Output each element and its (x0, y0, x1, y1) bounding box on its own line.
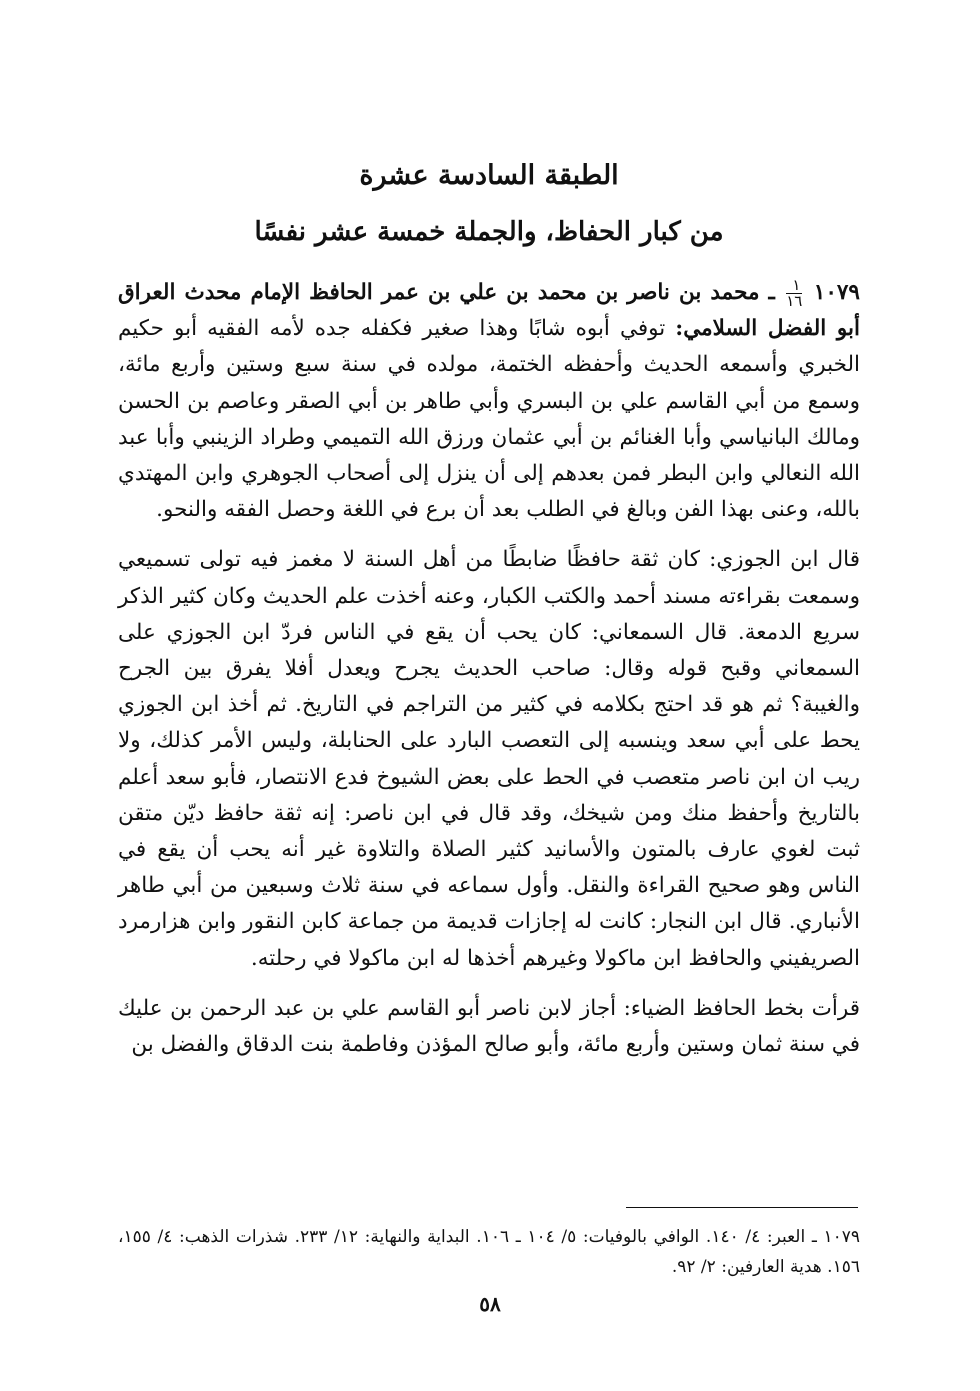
fraction-denominator: ١٦ (786, 291, 803, 310)
entry-fraction (786, 275, 803, 310)
page-number: ٥٨ (479, 1292, 501, 1316)
paragraph-diya: قرأت بخط الحافظ الضياء: أجاز لابن ناصر أبو القاسم علي بن عبد الرحمن بن عليك في سنة ثمان وستين وأربع مائة، وأبو صالح المؤذن وفاطمة بنت الدقاق والفضل بن (118, 995, 860, 1058)
page-body (118, 160, 860, 1063)
paragraph-ibn-jawzi: قال ابن الجوزي: كان ثقة حافظًا ضابطًا من أهل السنة لا مغمز فيه تولى تسميعي وسمعت بقراءته مسند أحمد والكتب الكبار، وعنه أخذت علم الحديث وكان كثير الذكر سريع الدمعة. قال السمعاني: كان يحب أن يقع في الناس فردّ ابن الجوزي على السمعاني وقبح قوله وقال: صاحب الحديث يجرح ويعدل أفلا يفرق بين الجرح والغيبة؟ ثم هو قد احتج بكلامه في كثير من التراجم في التاريخ. ثم أخذ ابن الجوزي يحط على أبي سعد وينسبه إلى التعصب البارد على الحنابلة، وليس الأمر كذلك، ولا ريب ان ابن ناصر متعصب في الحط على بعض الشيوخ فدع الانتصار، فأبو سعد أعلم بالتاريخ وأحفظ منك ومن شيخك، وقد قال في ابن ناصر: إنه ثقة حافظ ديّن متقن ثبت لغوي عارف بالمتون والأسانيد كثير الصلاة والتلاوة غير أنه يحب أن يقع في الناس وهو صحيح القراءة والنقل. وأول سماعه في سنة ثلاث وسبعين من أبي طاهر الأنباري. قال ابن النجار: كانت له إجازات قديمة من جماعة كابن النقور وابن هزارمرد الصريفيني والحافظ ابن ماكولا وغيرهم أخذها له ابن ماكولا في رحلته. (118, 547, 860, 971)
chapter-heading: الطبقة السادسة عشرة (359, 160, 619, 191)
entry-title: ـ محمد بن ناصر بن محمد بن علي بن عمر الحافظ الإمام محدث العراق أبو الفضل السلامي: (118, 280, 860, 342)
footnote: ١٠٧٩ ـ العبر: ٤/ ١٤٠. الوافي بالوفيات: ٥/ ١٠٤ ـ ١٠٦. البداية والنهاية: ١٢/ ٢٣٣. شذرات الذهب: ٤/ ١٥٥، ١٥٦. هدية العارفين: ٢/ ٩٢. (118, 1227, 860, 1277)
entry-body: توفي أبوه شابًا وهذا صغير فكفله جده لأمه الفقيه أبو حكيم الخبري وأسمعه الحديث وأحفظه الختمة، مولده في سنة سبع وستين وأربع مائة، وسمع من أبي القاسم علي بن البسري وأبي طاهر بن أبي الصقر وعاصم بن الحسن ومالك البانياسي وأبا الغنائم بن أبي عثمان ورزق الله التميمي وطراد الزينبي وأبا عبد الله النعالي وابن البطر فمن بعدهم إلى أن ينزل إلى أصحاب الجوهري وابن المهتدي بالله، وعنى بهذا الفن وبالغ في الطلب بعد أن برع في اللغة وحصل الفقه والنحو. (118, 316, 860, 523)
entry-paragraph (118, 275, 860, 528)
entry-number: ١٠٧٩ (813, 280, 860, 305)
fraction-numerator: ١ (786, 278, 802, 294)
footnote-divider (626, 1207, 858, 1208)
chapter-subheading: من كبار الحفاظ، والجملة خمسة عشر نفسًا (254, 217, 724, 247)
